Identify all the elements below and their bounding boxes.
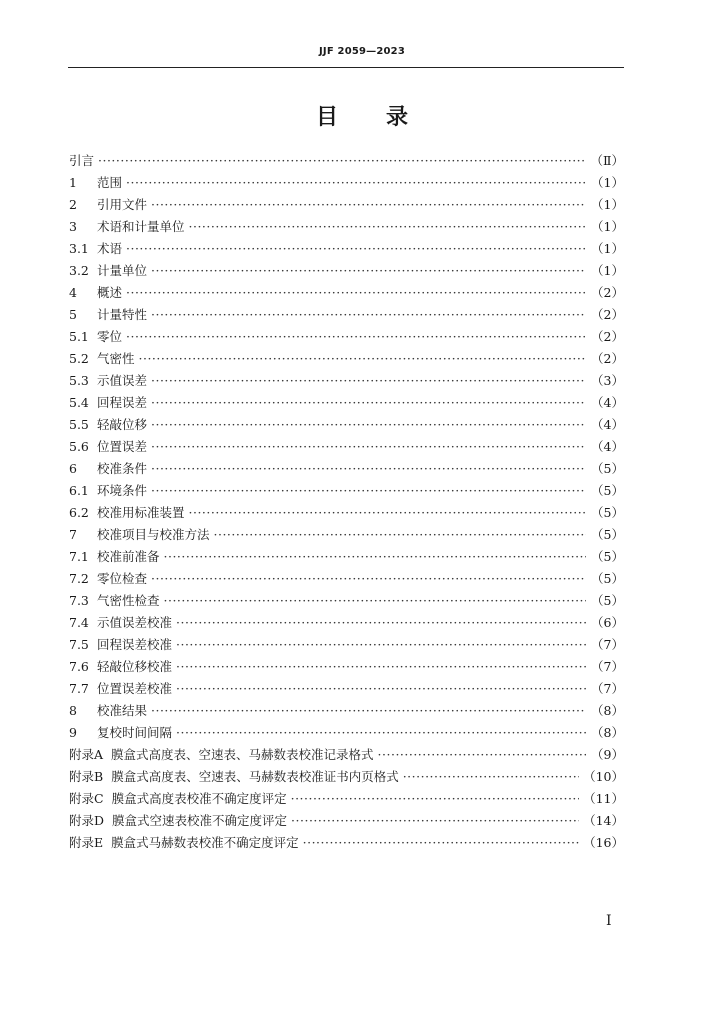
toc-entry-number: 5 [69, 307, 77, 322]
toc-entry[interactable] [69, 437, 624, 459]
toc-leader-dots [139, 351, 586, 366]
toc-entry[interactable] [69, 701, 624, 723]
toc-entry-page: （5） [591, 571, 624, 586]
toc-entry-label: 校准条件 [97, 461, 148, 476]
toc-entry-page: （7） [591, 681, 624, 696]
toc-entry-number: 1 [69, 175, 77, 190]
toc-entry-label: 零位检查 [97, 571, 148, 586]
toc-entry[interactable] [69, 481, 624, 503]
toc-entry-label: 回程误差校准 [97, 637, 173, 652]
toc-entry-page: （Ⅱ） [590, 153, 624, 168]
toc-entry[interactable] [69, 195, 624, 217]
toc-entry-page: （1） [591, 241, 624, 256]
toc-leader-dots [189, 505, 586, 520]
toc-entry-number: 3.2 [69, 263, 89, 278]
toc-entry-label: 环境条件 [97, 483, 148, 498]
toc-entry-label: 范围 [97, 175, 123, 190]
toc-entry-number: 5.2 [69, 351, 89, 366]
toc-entry-label: 位置误差校准 [97, 681, 173, 696]
toc-entry[interactable] [69, 723, 624, 745]
toc-entry-page: （1） [591, 197, 624, 212]
toc-leader-dots [151, 461, 586, 476]
toc-entry-label: 气密性 [97, 351, 135, 366]
toc-entry-page: （3） [591, 373, 624, 388]
toc-leader-dots [176, 659, 586, 674]
toc-leader-dots [176, 615, 586, 630]
toc-entry[interactable] [69, 591, 624, 613]
toc-entry-label: 位置误差 [97, 439, 148, 454]
toc-entry-number: 6 [69, 461, 77, 476]
toc-entry-label: 计量单位 [97, 263, 148, 278]
toc-entry-label: 示值误差 [97, 373, 148, 388]
toc-entry-page: （5） [591, 505, 624, 520]
toc-entry-label: 术语和计量单位 [97, 219, 185, 234]
toc-entry[interactable] [69, 239, 624, 261]
toc-leader-dots [176, 725, 586, 740]
toc-entry-number: 5.3 [69, 373, 89, 388]
toc-entry[interactable] [69, 745, 624, 767]
toc-entry-page: （8） [591, 725, 624, 740]
toc-leader-dots [151, 395, 586, 410]
toc-entry-label: 膜盒式马赫数表校准不确定度评定 [111, 835, 299, 850]
toc-entry[interactable] [69, 657, 624, 679]
toc-leader-dots [151, 483, 586, 498]
toc-entry-label: 校准结果 [97, 703, 148, 718]
toc-entry-number: 7.3 [69, 593, 89, 608]
toc-entry-page: （14） [583, 813, 624, 828]
toc-entry[interactable] [69, 613, 624, 635]
toc-entry-label: 气密性检查 [97, 593, 160, 608]
toc-leader-dots [303, 835, 579, 850]
toc-entry-number: 5.6 [69, 439, 89, 454]
toc-entry[interactable] [69, 789, 624, 811]
toc-entry-page: （5） [591, 483, 624, 498]
toc-entry-page: （1） [591, 263, 624, 278]
toc-entry-number: 7.1 [69, 549, 89, 564]
toc-entry-number: 7.6 [69, 659, 89, 674]
toc-entry-number: 7.4 [69, 615, 89, 630]
toc-leader-dots [151, 373, 586, 388]
toc-entry-number: 7.7 [69, 681, 89, 696]
toc-entry-label: 膜盒式高度表、空速表、马赫数表校准记录格式 [111, 747, 374, 762]
toc-entry-page: （4） [591, 395, 624, 410]
toc-leader-dots [151, 439, 586, 454]
toc-entry[interactable] [69, 283, 624, 305]
toc-leader-dots [189, 219, 586, 234]
toc-entry[interactable] [69, 679, 624, 701]
toc-entry-number: 6.2 [69, 505, 89, 520]
toc-entry-label: 膜盒式高度表、空速表、马赫数表校准证书内页格式 [111, 769, 399, 784]
toc-leader-dots [176, 637, 586, 652]
toc-entry-label: 校准用标准装置 [97, 505, 185, 520]
toc-entry[interactable] [69, 569, 624, 591]
toc-leader-dots [291, 791, 580, 806]
toc-leader-dots [151, 571, 586, 586]
toc-entry-number: 2 [69, 197, 77, 212]
toc-entry-page: （1） [591, 219, 624, 234]
toc-entry[interactable] [69, 635, 624, 657]
toc-entry-page: （16） [583, 835, 624, 850]
toc-entry[interactable] [69, 547, 624, 569]
toc-entry-page: （5） [591, 461, 624, 476]
toc-entry-label: 零位 [97, 329, 123, 344]
toc-leader-dots [151, 197, 586, 212]
toc-entry-page: （5） [591, 549, 624, 564]
toc-entry-number: 3 [69, 219, 77, 234]
toc-leader-dots [176, 681, 586, 696]
toc-entry-label: 校准项目与校准方法 [97, 527, 210, 542]
toc-leader-dots [378, 747, 586, 762]
toc-entry-page: （2） [591, 307, 624, 322]
toc-entry[interactable] [69, 305, 624, 327]
toc-leader-dots [151, 307, 586, 322]
toc-entry-label: 计量特性 [97, 307, 148, 322]
toc-leader-dots [98, 153, 586, 168]
toc-entry-label: 引言 [69, 153, 95, 168]
toc-entry[interactable] [69, 503, 624, 525]
toc-entry[interactable] [69, 393, 624, 415]
toc-entry-number: 5.5 [69, 417, 89, 432]
toc-entry-number: 7 [69, 527, 77, 542]
toc-entry-page: （7） [591, 659, 624, 674]
toc-leader-dots [164, 549, 586, 564]
toc-entry-page: （9） [591, 747, 624, 762]
toc-entry-page: （7） [591, 637, 624, 652]
toc-entry-number: 附录A [69, 747, 104, 762]
toc-entry-number: 5.4 [69, 395, 89, 410]
toc-leader-dots [126, 285, 586, 300]
toc-leader-dots [151, 703, 586, 718]
toc-entry-number: 9 [69, 725, 77, 740]
toc-entry-label: 概述 [97, 285, 123, 300]
toc-entry[interactable] [69, 151, 624, 173]
toc-entry-page: （2） [591, 351, 624, 366]
toc-entry-label: 膜盒式空速表校准不确定度评定 [112, 813, 288, 828]
toc-entry-label: 轻敲位移 [97, 417, 148, 432]
toc-leader-dots [151, 417, 586, 432]
toc-entry-page: （4） [591, 439, 624, 454]
toc-entry[interactable] [69, 811, 624, 833]
toc-entry-label: 复校时间间隔 [97, 725, 173, 740]
toc-entry-label: 回程误差 [97, 395, 148, 410]
toc-entry-page: （1） [591, 175, 624, 190]
toc-entry-label: 膜盒式高度表校准不确定度评定 [111, 791, 287, 806]
toc-entry[interactable] [69, 525, 624, 547]
header-rule [68, 67, 624, 68]
toc-entry[interactable] [69, 217, 624, 239]
toc-entry-label: 术语 [97, 241, 123, 256]
toc-entry-page: （11） [583, 791, 624, 806]
toc-leader-dots [151, 263, 586, 278]
toc-entry-page: （5） [591, 593, 624, 608]
toc-leader-dots [126, 175, 586, 190]
toc-entry[interactable] [69, 415, 624, 437]
toc-leader-dots [126, 241, 586, 256]
toc-entry-number: 8 [69, 703, 77, 718]
page-title: 目录 [315, 104, 456, 130]
toc-entry-number: 附录E [69, 835, 104, 850]
toc-entry-page: （6） [591, 615, 624, 630]
toc-entry[interactable] [69, 459, 624, 481]
toc-entry[interactable] [69, 173, 624, 195]
toc-entry-number: 3.1 [69, 241, 89, 256]
table-of-contents [69, 151, 624, 855]
toc-leader-dots [164, 593, 586, 608]
toc-entry-label: 示值误差校准 [97, 615, 173, 630]
page-number: Ⅰ [606, 913, 612, 929]
toc-entry[interactable] [69, 261, 624, 283]
document-code-header: JJF 2059—2023 [318, 46, 406, 57]
toc-entry-label: 轻敲位移校准 [97, 659, 173, 674]
toc-leader-dots [403, 769, 579, 784]
toc-entry-page: （2） [591, 285, 624, 300]
toc-leader-dots [214, 527, 586, 542]
toc-entry-page: （2） [591, 329, 624, 344]
toc-entry-page: （4） [591, 417, 624, 432]
toc-entry-number: 附录B [69, 769, 104, 784]
toc-entry-number: 7.2 [69, 571, 89, 586]
toc-entry[interactable] [69, 327, 624, 349]
toc-leader-dots [126, 329, 586, 344]
toc-entry-page: （8） [591, 703, 624, 718]
toc-entry-label: 校准前准备 [97, 549, 160, 564]
toc-entry[interactable] [69, 833, 624, 855]
toc-entry[interactable] [69, 349, 624, 371]
toc-entry-page: （5） [591, 527, 624, 542]
toc-entry-number: 4 [69, 285, 77, 300]
toc-entry-number: 5.1 [69, 329, 89, 344]
toc-entry-label: 引用文件 [97, 197, 148, 212]
toc-entry-page: （10） [583, 769, 624, 784]
toc-leader-dots [291, 813, 579, 828]
toc-entry-number: 6.1 [69, 483, 89, 498]
toc-entry-number: 附录D [69, 813, 105, 828]
toc-entry[interactable] [69, 371, 624, 393]
toc-entry-number: 7.5 [69, 637, 89, 652]
toc-entry[interactable] [69, 767, 624, 789]
toc-entry-number: 附录C [69, 791, 104, 806]
